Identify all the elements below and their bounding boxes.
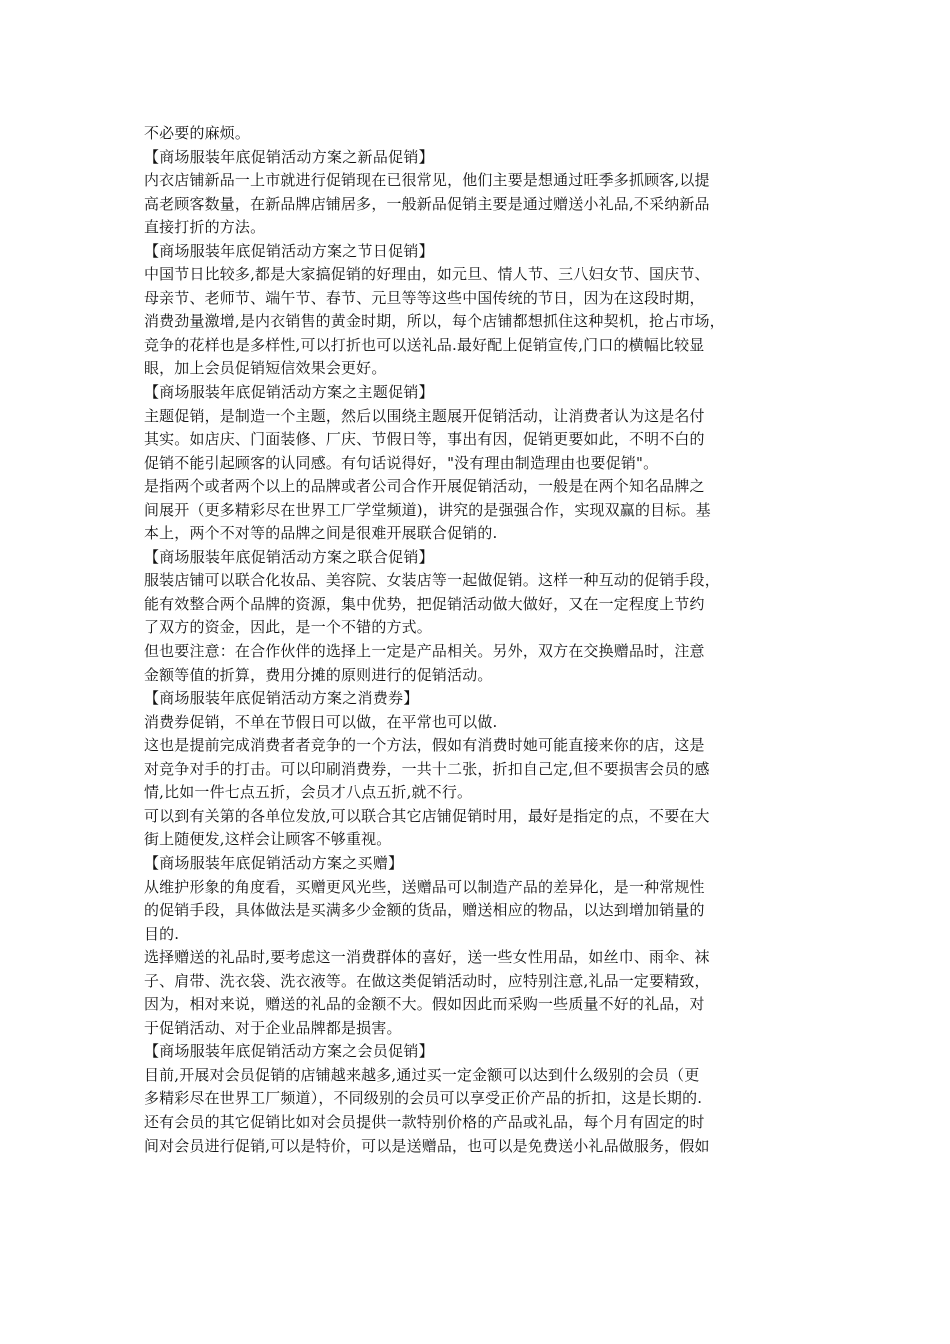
paragraph-line: 这也是提前完成消费者者竞争的一个方法，假如有消费时她可能直接来你的店，这是 — [144, 736, 705, 755]
paragraph-line: 间展开（更多精彩尽在世界工厂学堂频道)，讲究的是强强合作，实现双赢的目标。基 — [144, 500, 711, 519]
paragraph-line: 内衣店铺新品一上市就进行促销现在已很常见，他们主要是想通过旺季多抓顾客,以提 — [144, 171, 710, 190]
paragraph-line: 消费劲量激增,是内衣销售的黄金时期，所以，每个店铺都想抓住这种契机，抢占市场， — [144, 312, 725, 331]
paragraph-line: 服装店铺可以联合化妆品、美容院、女装店等一起做促销。这样一种互动的促销手段， — [144, 571, 720, 590]
paragraph-line: 不必要的麻烦。 — [144, 124, 251, 142]
paragraph-line: 母亲节、老师节、端午节、春节、元旦等等这些中国传统的节日，因为在这段时期， — [144, 288, 705, 307]
paragraph-line: 多精彩尽在世界工厂频道），不同级别的会员可以享受正价产品的折扣，这是长期的. — [144, 1089, 703, 1108]
paragraph-line: 间对会员进行促销,可以是特价，可以是送赠品，也可以是免费送小礼品做服务，假如 — [144, 1136, 710, 1155]
paragraph-line: 目的. — [144, 924, 180, 943]
paragraph-line: 还有会员的其它促销比如对会员提供一款特别价格的产品或礼品，每个月有固定的时 — [144, 1112, 705, 1131]
section-heading: 【商场服装年底促销活动方案之会员促销】 — [144, 1042, 434, 1061]
paragraph-line: 本上，两个不对等的品牌之间是很难开展联合促销的. — [144, 524, 498, 543]
section-heading: 【商场服装年底促销活动方案之节日促销】 — [144, 241, 434, 260]
paragraph-line: 消费券促销，不单在节假日可以做，在平常也可以做. — [144, 712, 498, 731]
section-heading: 【商场服装年底促销活动方案之主题促销】 — [144, 383, 434, 402]
paragraph-line: 情,比如一件七点五折，会员才八点五折,就不行。 — [144, 783, 473, 802]
paragraph-line: 了双方的资金，因此，是一个不错的方式。 — [144, 618, 432, 637]
paragraph-line: 是指两个或者两个以上的品牌或者公司合作开展促销活动，一般是在两个知名品牌之 — [144, 477, 705, 496]
paragraph-line: 因为，相对来说，赠送的礼品的金额不大。假如因此而采购一些质量不好的礼品，对 — [144, 995, 705, 1014]
paragraph-line: 目前,开展对会员促销的店铺越来越多,通过买一定金额可以达到什么级别的会员（更 — [144, 1065, 700, 1084]
section-heading: 【商场服装年底促销活动方案之新品促销】 — [144, 147, 434, 166]
paragraph-line: 中国节日比较多,都是大家搞促销的好理由，如元旦、情人节、三八妇女节、国庆节、 — [144, 265, 710, 284]
paragraph-line: 眼，加上会员促销短信效果会更好。 — [144, 359, 387, 378]
paragraph-line: 竞争的花样也是多样性,可以打折也可以送礼品.最好配上促销宣传,门口的横幅比较显 — [144, 335, 705, 354]
paragraph-line: 主题促销，是制造一个主题，然后以围绕主题展开促销活动，让消费者认为这是名付 — [144, 406, 705, 425]
paragraph-line: 子、肩带、洗衣袋、洗衣液等。在做这类促销活动时，应特别注意,礼品一定要精致， — [144, 971, 710, 990]
paragraph-line: 选择赠送的礼品时,要考虑这一消费群体的喜好，送一些女性用品，如丝巾、雨伞、袜 — [144, 948, 710, 967]
paragraph-line: 其实。如店庆、门面装修、厂庆、节假日等，事出有因，促销更要如此，不明不白的 — [144, 430, 705, 449]
paragraph-line: 促销不能引起顾客的认同感。有句话说得好，"没有理由制造理由也要促销"。 — [144, 453, 659, 472]
paragraph-line: 从维护形象的角度看，买赠更风光些，送赠品可以制造产品的差异化，是一种常规性 — [144, 877, 705, 896]
paragraph-line: 但也要注意：在合作伙伴的选择上一定是产品相关。另外，双方在交换赠品时，注意 — [144, 642, 705, 661]
paragraph-line: 能有效整合两个品牌的资源，集中优势，把促销活动做大做好，又在一定程度上节约 — [144, 594, 705, 613]
paragraph-line: 可以到有关第的各单位发放,可以联合其它店铺促销时用，最好是指定的点，不要在大 — [144, 806, 710, 825]
paragraph-line: 对竞争对手的打击。可以印刷消费券，一共十二张，折扣自己定,但不要损害会员的感 — [144, 759, 710, 778]
paragraph-line: 街上随便发,这样会让顾客不够重视。 — [144, 830, 392, 849]
section-heading: 【商场服装年底促销活动方案之联合促销】 — [144, 547, 434, 566]
section-heading: 【商场服装年底促销活动方案之消费券】 — [144, 689, 419, 708]
paragraph-line: 的促销手段，具体做法是买满多少金额的货品，赠送相应的物品，以达到增加销量的 — [144, 901, 705, 920]
document-body — [144, 122, 814, 1158]
paragraph-line: 高老顾客数量，在新品牌店铺居多，一般新品促销主要是通过赠送小礼品,不采纳新品 — [144, 194, 710, 213]
section-heading: 【商场服装年底促销活动方案之买赠】 — [144, 853, 404, 872]
paragraph-line: 于促销活动、对于企业品牌都是损害。 — [144, 1018, 402, 1037]
paragraph-line: 金额等值的折算，费用分摊的原则进行的促销活动。 — [144, 665, 493, 684]
paragraph-line: 直接打折的方法。 — [144, 218, 266, 237]
